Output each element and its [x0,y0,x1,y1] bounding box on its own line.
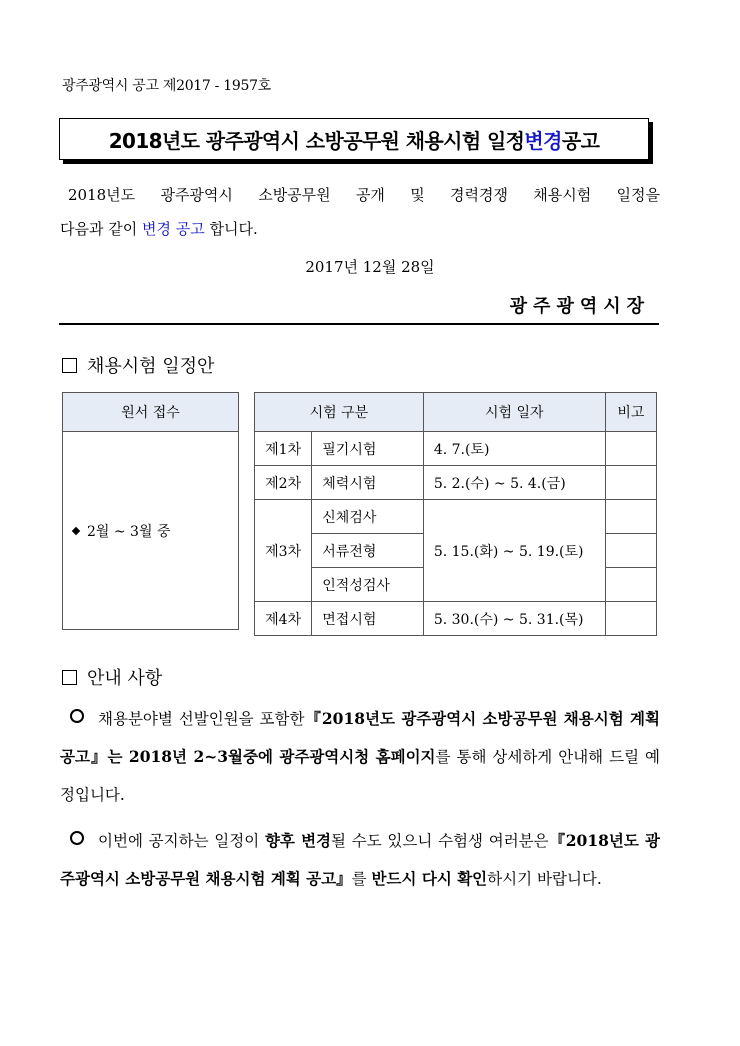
round-cell: 제2차 [255,466,312,500]
date-cell: 5. 15.(화) ~ 5. 19.(토) [423,500,605,602]
intro-line2-pre: 다음과 같이 [60,220,142,238]
section-notes-label: 안내 사항 [87,668,163,689]
schedule-table [254,392,657,636]
note1-bold: 『2018년도 광주광역시 소방공무원 채용시험 계획 공고』는 2018년 2~3월중에 광주광역시청 홈페이지 [60,709,660,766]
application-period [63,432,239,630]
circle-bullet-icon [70,709,84,723]
note-cell [605,568,656,602]
date-cell: 5. 2.(수) ~ 5. 4.(금) [423,466,605,500]
section-schedule-label: 채용시험 일정안 [87,356,215,377]
note2-text: 이번에 공지하는 일정이 [98,832,265,850]
page-title [59,118,649,160]
note-cell [605,534,656,568]
type-cell: 서류전형 [312,534,424,568]
table-row [255,466,657,500]
notice-date: 2017년 12월 28일 [305,258,435,276]
table-row [255,602,657,636]
note-cell [605,432,656,466]
schedule-header-type: 시험 구분 [255,393,424,432]
intro-highlight: 변경 공고 [142,220,205,238]
section-schedule-title [62,352,214,378]
application-header: 원서 접수 [63,393,239,432]
note-paragraph-1 [60,700,660,814]
note2-bold2: 『2018년도 광주광역시 소방공무원 채용시험 계획 공고』 [60,831,661,888]
square-bullet-icon [62,358,77,373]
note2-text-end: 하시기 바랍니다. [487,870,602,888]
application-period-text: 2월 ~ 3월 중 [87,523,171,540]
intro-paragraph [60,178,660,246]
note2-text-mid2: 를 [351,870,372,888]
round-cell: 제4차 [255,602,312,636]
title-part1: 2018년도 광주광역시 소방공무원 채용시험 일정 [108,128,525,153]
note2-bold1: 향후 변경 [264,831,332,850]
table-row [255,500,657,534]
note-paragraph-2 [60,822,660,898]
intro-line2-post: 합니다. [204,220,258,238]
round-cell: 제3차 [255,500,312,602]
note1-text-end: 를 통해 상세하게 안내해 드릴 예정입니다. [60,748,660,804]
title-part2: 공고 [561,128,600,153]
schedule-header-date: 시험 일자 [423,393,605,432]
note2-text-mid: 될 수도 있으니 수험생 여러분은 [331,832,549,850]
circle-bullet-icon [70,831,84,845]
type-cell: 인적성검사 [312,568,424,602]
schedule-header-note: 비고 [605,393,656,432]
intro-line1: 2018년도 광주광역시 소방공무원 공개 및 경력경쟁 채용시험 일정을 [68,186,660,204]
diamond-bullet-icon [72,526,80,534]
section-notes-title [62,664,162,690]
type-cell: 신체검사 [312,500,424,534]
date-cell: 4. 7.(토) [423,432,605,466]
round-cell: 제1차 [255,432,312,466]
type-cell: 체력시험 [312,466,424,500]
date-cell: 5. 30.(수) ~ 5. 31.(목) [423,602,605,636]
issuer: 광주광역시장 [509,296,650,317]
notice-number: 광주광역시 공고 제2017 - 1957호 [62,78,271,94]
square-bullet-icon [62,670,77,685]
type-cell: 면접시험 [312,602,424,636]
note-cell [605,602,656,636]
note2-bold3: 반드시 다시 확인 [371,869,488,888]
type-cell: 필기시험 [312,432,424,466]
title-highlight: 변경 [524,128,562,153]
divider [59,323,659,325]
note-cell [605,500,656,534]
application-table [62,392,239,630]
table-row [255,432,657,466]
note-cell [605,466,656,500]
note1-text: 채용분야별 선발인원을 포함한 [98,710,305,728]
